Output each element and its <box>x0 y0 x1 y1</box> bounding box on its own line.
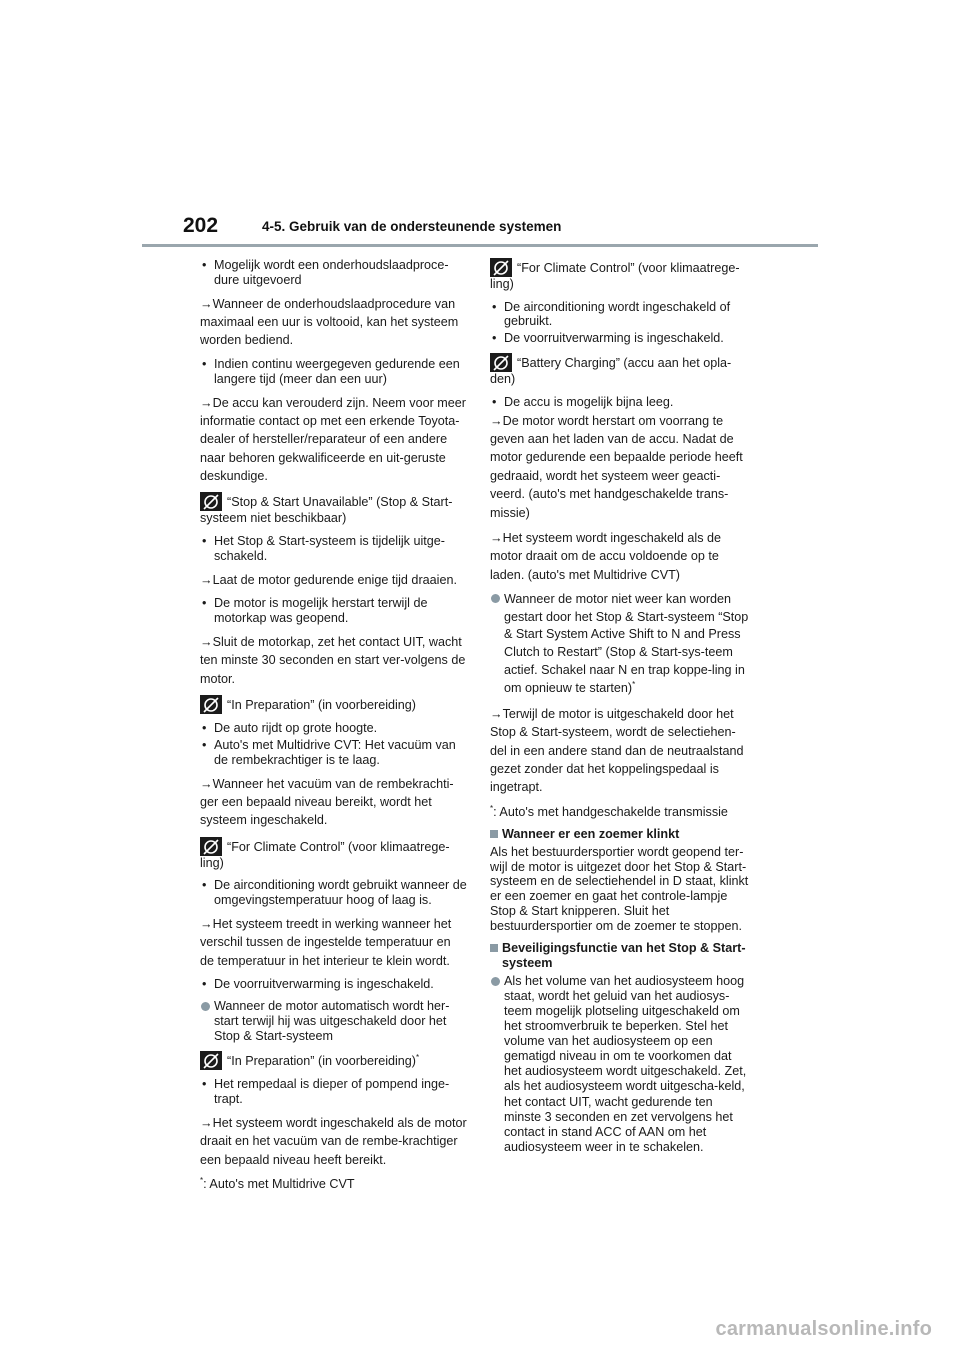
indicator-label: “For Climate Control” (voor klimaatrege-ling) <box>200 839 450 870</box>
stop-start-indicator-icon <box>200 695 222 714</box>
list-item: • De airconditioning wordt ingeschakeld of gebruikt. <box>490 300 752 330</box>
indicator-line <box>490 353 752 388</box>
result-text: →Het systeem wordt ingeschakeld als de motor draait en het vacuüm van de rembe-krachtiger een bepaald niveau heeft bereikt. <box>200 1116 467 1167</box>
list-item: • De airconditioning wordt gebruikt wanneer de omgevingstemperatuur hoog of laag is. <box>200 878 468 908</box>
stop-start-indicator-icon <box>200 837 222 856</box>
result-text: →Laat de motor gedurende enige tijd draaien. <box>200 572 457 587</box>
indicator-line <box>200 492 468 527</box>
indicator-line <box>490 258 752 293</box>
subsection-heading: Wanneer er een zoemer klinkt <box>490 827 752 842</box>
indicator-label: “For Climate Control” (voor klimaatrege-ling) <box>490 261 740 291</box>
footnote-marker: * <box>490 803 494 813</box>
indicator-line <box>200 1051 468 1070</box>
result-text: →Sluit de motorkap, zet het contact UIT, wacht ten minste 30 seconden en start ver-volgens de motor. <box>200 634 466 686</box>
list-item: • Auto's met Multidrive CVT: Het vacuüm van de rembekrachtiger is te laag. <box>200 738 468 768</box>
section-title: 4-5. Gebruik van de ondersteunende systemen <box>262 219 562 234</box>
right-column <box>490 258 752 1162</box>
condition-item <box>490 591 752 698</box>
result-text: →Het systeem treedt in werking wanneer het verschil tussen de ingestelde temperatuur en de temperatuur in het interieur te klein wordt. <box>200 917 452 968</box>
list-item: • De voorruitverwarming is ingeschakeld. <box>490 331 752 346</box>
condition-item: Als het volume van het audiosysteem hoog staat, wordt het geluid van het audiosys-teem mogelijk plotseling uitgeschakeld om het stroomverbruik te beperken. Stel het volume van het audiosysteem op een gematigd niveau in om te voorkomen dat het audiosysteem wordt uitgeschakeld. Zet, als het audiosysteem wordt uitgescha-keld, het contact UIT, wacht gedurende ten minste 3 seconden en zet vervolgens het contact in stand ACC of AAN om het audiosysteem weer in te schakelen. <box>490 974 752 1155</box>
list-item: • Mogelijk wordt een onderhoudslaadproce-dure uitgevoerd <box>200 258 468 288</box>
list-item: • De accu is mogelijk bijna leeg. <box>490 395 752 410</box>
footnote-marker: * <box>200 1176 204 1186</box>
result-text: →Terwijl de motor is uitgeschakeld door het Stop & Start-systeem, wordt de selectiehen-del in een andere stand dan de neutraalstand gezet zonder dat het koppelingspedaal is ingetrapt. <box>490 706 744 795</box>
list-item: • Het Stop & Start-systeem is tijdelijk uitge-schakeld. <box>200 534 468 564</box>
header-divider <box>142 244 818 247</box>
result-text: →Wanneer de onderhoudslaadprocedure van maximaal een uur is voltooid, kan het systeem worden bediend. <box>200 296 459 348</box>
list-item: • De motor is mogelijk herstart terwijl de motorkap was geopend. <box>200 596 468 626</box>
watermark: carmanualsonline.info <box>715 1318 932 1340</box>
page-number: 202 <box>183 214 219 237</box>
footnote-marker: * <box>416 1053 420 1063</box>
footnote-marker: * <box>632 680 636 690</box>
indicator-label: “Battery Charging” (accu aan het opla-den) <box>490 356 732 387</box>
indicator-label: “In Preparation” (in voorbereiding) <box>227 697 416 712</box>
condition-item: Wanneer de motor automatisch wordt her-start terwijl hij was uitgeschakeld door het Stop & Start-systeem <box>200 999 468 1044</box>
footnote-text: : Auto's met handgeschakelde transmissie <box>493 805 728 820</box>
list-item: • Het rempedaal is dieper of pompend inge-trapt. <box>200 1077 468 1107</box>
stop-start-indicator-icon <box>200 492 222 511</box>
indicator-line <box>200 837 468 872</box>
stop-start-indicator-icon <box>200 1051 222 1070</box>
indicator-label: “In Preparation” (in voorbereiding) <box>227 1054 416 1069</box>
list-item: • De auto rijdt op grote hoogte. <box>200 721 468 736</box>
paragraph: Als het bestuurdersportier wordt geopend ter-wijl de motor is uitgezet door het Stop & Start-systeem en de selectiehendel in D staat, klinkt er een zoemer en gaat het controle-lampje Stop & Start knipperen. Sluit het bestuurdersportier om de zoemer te stoppen. <box>490 844 749 934</box>
result-text: →Wanneer het vacuüm van de rembekrachti-ger een bepaald niveau bereikt, wordt het systeem ingeschakeld. <box>200 776 454 828</box>
result-text: →De accu kan verouderd zijn. Neem voor meer informatie contact op met een erkende Toyota-dealer of hersteller/reparateur of een andere naar behoren gekwalificeerde en uit-geruste deskundige. <box>200 395 466 484</box>
indicator-line <box>200 695 468 714</box>
stop-start-indicator-icon <box>490 353 512 372</box>
subsection-heading: Beveiligingsfunctie van het Stop & Start-systeem <box>490 941 752 971</box>
footnote-text: : Auto's met Multidrive CVT <box>203 1177 355 1192</box>
left-column <box>200 258 468 1199</box>
list-item: • Indien continu weergegeven gedurende een langere tijd (meer dan een uur) <box>200 357 468 387</box>
result-text: →De motor wordt herstart om voorrang te geven aan het laden van de accu. Nadat de motor gedurende een bepaalde periode heeft gedraaid, wordt het systeem weer geacti-veerd. (auto's met handgeschakelde trans-missie) <box>490 413 743 520</box>
indicator-label: “Stop & Start Unavailable” (Stop & Start-systeem niet beschikbaar) <box>200 495 453 526</box>
footnote <box>200 1176 468 1192</box>
stop-start-indicator-icon <box>490 258 512 277</box>
footnote <box>490 804 752 820</box>
result-text: →Het systeem wordt ingeschakeld als de motor draait om de accu voldoende op te laden. (auto's met Multidrive CVT) <box>490 530 721 582</box>
list-item: • De voorruitverwarming is ingeschakeld. <box>200 977 468 992</box>
page-header <box>0 0 960 250</box>
condition-text: Wanneer de motor niet weer kan worden gestart door het Stop & Start-systeem “Stop & Start System Active Shift to N and Press Clutch to Restart” (Stop & Start-sys-teem actief. Schakel naar N en trap koppe-ling in om opnieuw te starten) <box>504 592 749 696</box>
